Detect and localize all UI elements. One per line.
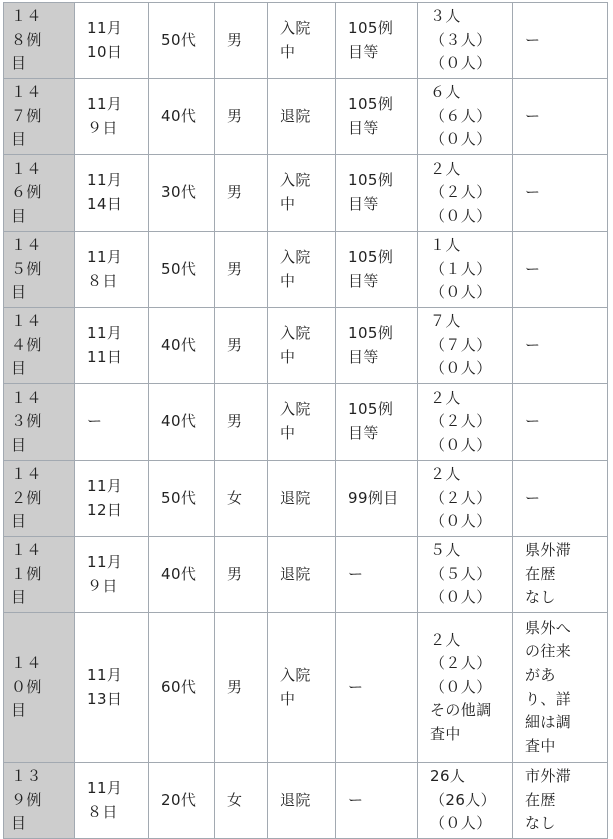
contacts-cell xyxy=(418,613,513,763)
case-number-cell xyxy=(4,308,75,384)
onset-date-cell-text: 11月 10日 xyxy=(87,18,123,61)
case-number-cell-text: １４ ０例 目 xyxy=(11,654,42,720)
case-table-body xyxy=(4,3,608,839)
contacts-cell xyxy=(418,232,513,308)
contacts-cell-text: ２人 （２人） （０人） その他調 査中 xyxy=(430,630,492,743)
contacts-cell xyxy=(418,537,513,613)
age-cell xyxy=(149,613,215,763)
travel-note-cell-text: ー xyxy=(525,259,541,278)
sex-cell-text: 男 xyxy=(227,564,243,583)
related-case-cell-text: 105例 目等 xyxy=(348,400,394,442)
onset-date-cell xyxy=(75,79,149,155)
onset-date-cell xyxy=(75,613,149,763)
status-cell-text: 退院 xyxy=(280,790,311,809)
age-cell xyxy=(149,79,215,155)
sex-cell xyxy=(215,537,268,613)
related-case-cell xyxy=(336,537,418,613)
table-row xyxy=(4,232,608,308)
sex-cell-text: 男 xyxy=(227,677,243,696)
status-cell xyxy=(268,537,336,613)
travel-note-cell-text: 市外滞 在歴 なし xyxy=(525,767,572,833)
age-cell xyxy=(149,232,215,308)
onset-date-cell xyxy=(75,155,149,232)
age-cell xyxy=(149,461,215,537)
age-cell-text: 50代 xyxy=(161,259,197,278)
travel-note-cell xyxy=(513,79,608,155)
status-cell xyxy=(268,79,336,155)
sex-cell xyxy=(215,3,268,79)
travel-note-cell xyxy=(513,763,608,839)
status-cell xyxy=(268,3,336,79)
contacts-cell xyxy=(418,461,513,537)
related-case-cell-text: 105例 目等 xyxy=(348,323,394,366)
sex-cell xyxy=(215,384,268,461)
onset-date-cell xyxy=(75,763,149,839)
case-number-cell xyxy=(4,3,75,79)
onset-date-cell xyxy=(75,461,149,537)
case-number-cell-text: １４ ３例 目 xyxy=(11,388,42,454)
sex-cell xyxy=(215,308,268,384)
onset-date-cell-text: 11月 ９日 xyxy=(87,94,123,137)
table-row xyxy=(4,155,608,232)
travel-note-cell-text: ー xyxy=(525,106,541,125)
travel-note-cell-text: ー xyxy=(525,335,541,354)
age-cell-text: 40代 xyxy=(161,412,197,431)
contacts-cell-text: ２人 （２人） （０人） xyxy=(430,159,492,225)
case-number-cell xyxy=(4,461,75,537)
travel-note-cell-text: ー xyxy=(525,30,541,49)
related-case-cell xyxy=(336,3,418,79)
table-row xyxy=(4,308,608,384)
case-number-cell xyxy=(4,155,75,232)
table-row xyxy=(4,3,608,79)
case-number-cell-text: １４ ６例 目 xyxy=(11,159,42,225)
travel-note-cell-text: 県外滞 在歴 なし xyxy=(525,541,572,607)
case-number-cell xyxy=(4,537,75,613)
table-row xyxy=(4,461,608,537)
age-cell-text: 50代 xyxy=(161,30,197,49)
age-cell xyxy=(149,308,215,384)
age-cell xyxy=(149,155,215,232)
onset-date-cell-text: 11月 13日 xyxy=(87,665,123,708)
travel-note-cell xyxy=(513,155,608,232)
related-case-cell-text: ー xyxy=(348,564,364,583)
related-case-cell-text: 105例 目等 xyxy=(348,171,394,213)
table-row xyxy=(4,537,608,613)
travel-note-cell-text: ー xyxy=(525,183,541,202)
related-case-cell-text: ー xyxy=(348,790,364,809)
related-case-cell xyxy=(336,79,418,155)
related-case-cell xyxy=(336,384,418,461)
status-cell xyxy=(268,384,336,461)
onset-date-cell-text: 11月 ９日 xyxy=(87,552,123,595)
sex-cell xyxy=(215,79,268,155)
travel-note-cell-text: ー xyxy=(525,412,541,431)
status-cell-text: 入院 中 xyxy=(280,171,311,213)
sex-cell-text: 女 xyxy=(227,790,243,809)
contacts-cell-text: ６人 （６人） （０人） xyxy=(430,83,492,149)
related-case-cell-text: 105例 目等 xyxy=(348,247,394,290)
age-cell-text: 50代 xyxy=(161,488,197,507)
onset-date-cell-text: 11月 ８日 xyxy=(87,247,123,290)
onset-date-cell xyxy=(75,232,149,308)
sex-cell-text: 男 xyxy=(227,259,243,278)
travel-note-cell-text: 県外へ の往来 があ り、詳 細は調 査中 xyxy=(525,618,572,755)
case-number-cell-text: １４ ８例 目 xyxy=(11,7,42,73)
contacts-cell xyxy=(418,384,513,461)
contacts-cell-text: ３人 （３人） （０人） xyxy=(430,7,492,73)
travel-note-cell xyxy=(513,308,608,384)
onset-date-cell-text: 11月 12日 xyxy=(87,476,123,519)
sex-cell-text: 女 xyxy=(227,488,243,507)
sex-cell xyxy=(215,613,268,763)
related-case-cell-text: ー xyxy=(348,677,364,696)
status-cell-text: 入院 中 xyxy=(280,323,311,366)
onset-date-cell-text: 11月 ８日 xyxy=(87,778,123,821)
contacts-cell-text: ５人 （５人） （０人） xyxy=(430,541,492,607)
travel-note-cell xyxy=(513,461,608,537)
travel-note-cell xyxy=(513,232,608,308)
sex-cell-text: 男 xyxy=(227,30,243,49)
related-case-cell-text: 105例 目等 xyxy=(348,94,394,137)
sex-cell xyxy=(215,155,268,232)
related-case-cell xyxy=(336,613,418,763)
status-cell-text: 入院 中 xyxy=(280,665,311,708)
onset-date-cell xyxy=(75,384,149,461)
age-cell-text: 30代 xyxy=(161,183,197,202)
case-number-cell-text: １４ ４例 目 xyxy=(11,312,42,378)
status-cell xyxy=(268,461,336,537)
contacts-cell xyxy=(418,3,513,79)
case-number-cell xyxy=(4,232,75,308)
travel-note-cell-text: ー xyxy=(525,488,541,507)
sex-cell-text: 男 xyxy=(227,183,243,202)
status-cell xyxy=(268,308,336,384)
contacts-cell-text: ７人 （７人） （０人） xyxy=(430,312,492,378)
contacts-cell xyxy=(418,763,513,839)
status-cell xyxy=(268,155,336,232)
case-number-cell xyxy=(4,384,75,461)
travel-note-cell xyxy=(513,537,608,613)
related-case-cell xyxy=(336,461,418,537)
case-table xyxy=(3,2,608,839)
related-case-cell xyxy=(336,763,418,839)
related-case-cell-text: 99例目 xyxy=(348,488,399,507)
case-number-cell xyxy=(4,613,75,763)
status-cell xyxy=(268,613,336,763)
sex-cell xyxy=(215,763,268,839)
related-case-cell xyxy=(336,308,418,384)
age-cell xyxy=(149,384,215,461)
sex-cell xyxy=(215,461,268,537)
age-cell-text: 40代 xyxy=(161,106,197,125)
status-cell-text: 入院 中 xyxy=(280,400,311,442)
travel-note-cell xyxy=(513,384,608,461)
contacts-cell xyxy=(418,155,513,232)
status-cell-text: 退院 xyxy=(280,488,311,507)
contacts-cell-text: １人 （１人） （０人） xyxy=(430,236,492,302)
case-number-cell-text: １４ ５例 目 xyxy=(11,236,42,302)
sex-cell-text: 男 xyxy=(227,106,243,125)
table-row xyxy=(4,763,608,839)
case-number-cell-text: １４ １例 目 xyxy=(11,541,42,607)
contacts-cell-text: ２人 （２人） （０人） xyxy=(430,388,492,454)
sex-cell xyxy=(215,232,268,308)
related-case-cell xyxy=(336,232,418,308)
status-cell-text: 退院 xyxy=(280,564,311,583)
sex-cell-text: 男 xyxy=(227,412,243,431)
case-number-cell-text: １３ ９例 目 xyxy=(11,767,42,833)
travel-note-cell xyxy=(513,3,608,79)
case-number-cell-text: １４ ２例 目 xyxy=(11,465,42,531)
status-cell xyxy=(268,763,336,839)
table-row xyxy=(4,613,608,763)
case-number-cell xyxy=(4,79,75,155)
onset-date-cell-text: 11月 14日 xyxy=(87,171,123,213)
onset-date-cell-text: 11月 11日 xyxy=(87,323,123,366)
onset-date-cell xyxy=(75,308,149,384)
status-cell xyxy=(268,232,336,308)
age-cell xyxy=(149,3,215,79)
age-cell-text: 20代 xyxy=(161,790,197,809)
onset-date-cell xyxy=(75,3,149,79)
age-cell-text: 60代 xyxy=(161,677,197,696)
table-row xyxy=(4,384,608,461)
age-cell xyxy=(149,537,215,613)
status-cell-text: 入院 中 xyxy=(280,18,311,61)
table-row xyxy=(4,79,608,155)
sex-cell-text: 男 xyxy=(227,335,243,354)
contacts-cell-text: ２人 （２人） （０人） xyxy=(430,465,492,531)
related-case-cell-text: 105例 目等 xyxy=(348,18,394,61)
travel-note-cell xyxy=(513,613,608,763)
related-case-cell xyxy=(336,155,418,232)
contacts-cell-text: 26人 （26人） （０人） xyxy=(430,767,497,833)
case-number-cell-text: １４ ７例 目 xyxy=(11,83,42,149)
onset-date-cell-text: ー xyxy=(87,412,103,431)
onset-date-cell xyxy=(75,537,149,613)
status-cell-text: 退院 xyxy=(280,106,311,125)
status-cell-text: 入院 中 xyxy=(280,247,311,290)
contacts-cell xyxy=(418,308,513,384)
age-cell xyxy=(149,763,215,839)
case-number-cell xyxy=(4,763,75,839)
contacts-cell xyxy=(418,79,513,155)
age-cell-text: 40代 xyxy=(161,335,197,354)
age-cell-text: 40代 xyxy=(161,564,197,583)
